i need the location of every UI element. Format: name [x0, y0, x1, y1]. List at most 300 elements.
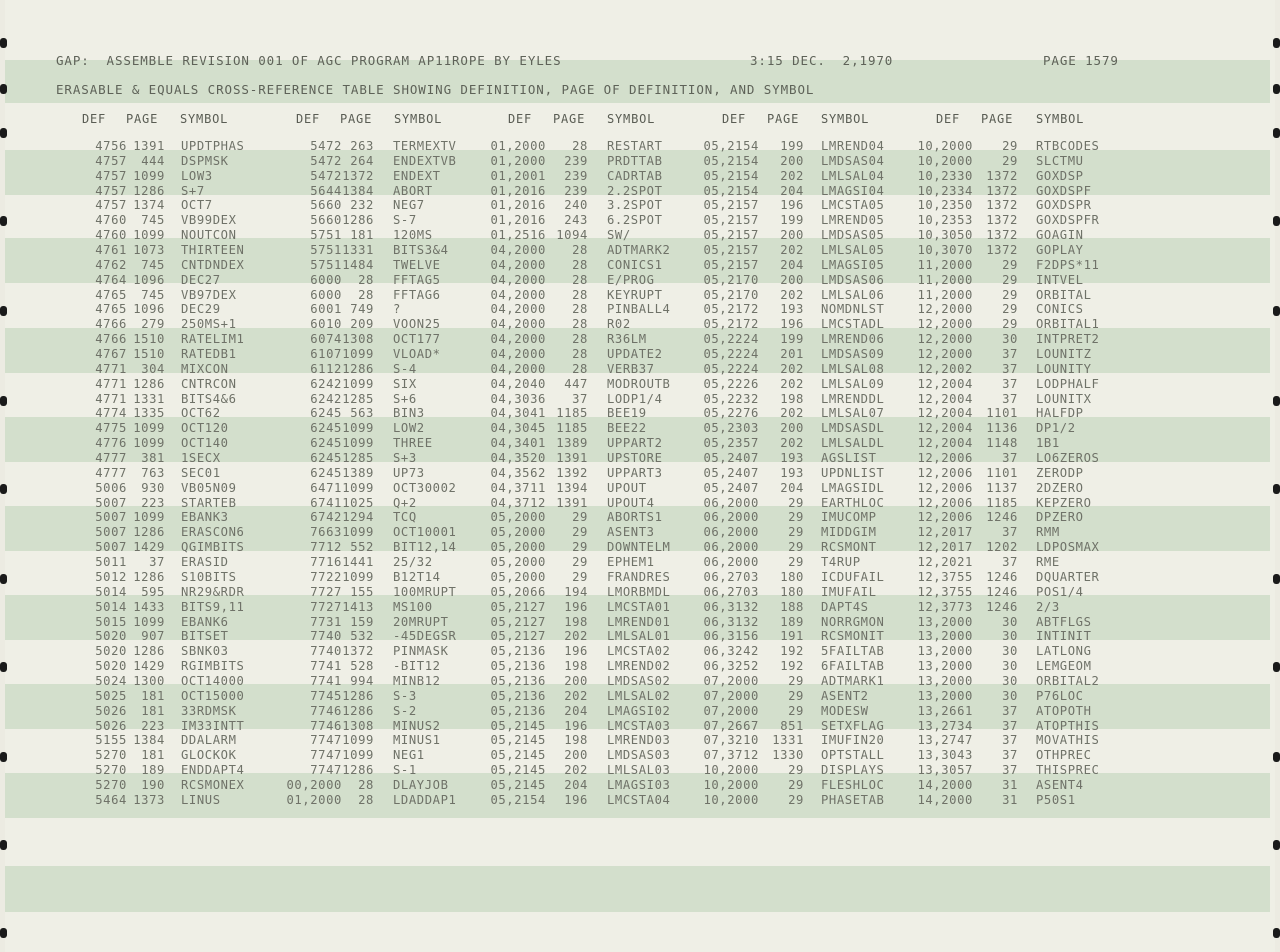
page-value: 1185: [986, 495, 1018, 510]
page-value: 180: [780, 584, 804, 599]
page-value: 196: [564, 792, 588, 807]
def-value: 12,2004: [917, 436, 973, 451]
def-value: 06,2703: [703, 584, 759, 599]
table-row: [0, 362, 1280, 377]
symbol-value: LMCSTA04: [607, 792, 671, 807]
page-value: 31: [1002, 792, 1018, 807]
symbol-value: P50S1: [1036, 792, 1076, 807]
symbol-value: KEPZERO: [1036, 495, 1092, 510]
def-value: 14,2000: [917, 777, 973, 792]
page-value: 29: [788, 777, 804, 792]
page-value: 31: [1002, 777, 1018, 792]
page-value: 447: [564, 376, 588, 391]
symbol-value: 120MS: [393, 228, 433, 243]
def-value: 4776: [95, 436, 127, 451]
symbol-value: THISPREC: [1036, 763, 1100, 778]
def-value: 14,2000: [917, 792, 973, 807]
symbol-value: S+7: [181, 183, 205, 198]
page-value: 444: [141, 153, 165, 168]
symbol-value: MIXCON: [181, 361, 229, 376]
symbol-value: LODP1/4: [607, 391, 663, 406]
def-value: 05,2224: [703, 361, 759, 376]
symbol-value: ASENT4: [1036, 777, 1084, 792]
col-def-5: DEF: [936, 112, 961, 126]
symbol-value: SBNK03: [181, 644, 229, 659]
def-value: 5270: [95, 777, 127, 792]
page-value: 1429: [133, 659, 165, 674]
table-row: [0, 510, 1280, 525]
page-value: 29: [788, 540, 804, 555]
page-value: 29: [788, 673, 804, 688]
col-page-2: PAGE: [340, 112, 373, 126]
page-value: 1330: [772, 748, 804, 763]
def-value: 12,2006: [917, 451, 973, 466]
def-value: 05,2232: [703, 391, 759, 406]
table-row: [0, 748, 1280, 763]
def-value: 4767: [95, 347, 127, 362]
page-value: 29: [1002, 302, 1018, 317]
page-value: 1099: [342, 569, 374, 584]
symbol-value: RCSMONT: [821, 540, 877, 555]
symbol-value: LDADDAP1: [393, 792, 457, 807]
def-value: 10,3050: [917, 228, 973, 243]
symbol-value: ABORT: [393, 183, 433, 198]
symbol-value: FLESHLOC: [821, 777, 885, 792]
def-value: 5025: [95, 688, 127, 703]
page-value: 196: [564, 599, 588, 614]
page-value: 745: [141, 257, 165, 272]
page-value: 532: [350, 629, 374, 644]
page-value: 1374: [133, 198, 165, 213]
symbol-value: DDALARM: [181, 733, 237, 748]
symbol-value: LMLSAL04: [821, 168, 885, 183]
def-value: 6741: [310, 495, 342, 510]
def-value: 12,2000: [917, 332, 973, 347]
page-value: 930: [141, 480, 165, 495]
symbol-value: GOXDSPFR: [1036, 213, 1100, 228]
def-value: 7712: [310, 540, 342, 555]
symbol-value: LOW3: [181, 168, 213, 183]
page-value: 1286: [342, 763, 374, 778]
page-value: 1286: [133, 376, 165, 391]
symbol-value: IMUCOMP: [821, 510, 877, 525]
symbol-value: LMLSAL09: [821, 376, 885, 391]
page-value: 30: [1002, 644, 1018, 659]
symbol-value: BITSET: [181, 629, 229, 644]
def-value: 10,2000: [917, 153, 973, 168]
symbol-value: LMREND03: [607, 733, 671, 748]
def-value: 7747: [310, 733, 342, 748]
page-value: 37: [1002, 733, 1018, 748]
def-value: 12,2004: [917, 391, 973, 406]
symbol-value: 25/32: [393, 555, 433, 570]
def-value: 05,2157: [703, 257, 759, 272]
page-value: 37: [1002, 451, 1018, 466]
page-value: 1185: [556, 421, 588, 436]
def-value: 05,2407: [703, 451, 759, 466]
page-value: 200: [780, 272, 804, 287]
symbol-value: BITS9,11: [181, 599, 245, 614]
page-value: 1391: [556, 451, 588, 466]
def-value: 07,2000: [703, 703, 759, 718]
symbol-value: TCQ: [393, 510, 417, 525]
def-value: 6000: [310, 272, 342, 287]
page-value: 202: [564, 629, 588, 644]
def-value: 7740: [310, 629, 342, 644]
symbol-value: ATOPOTH: [1036, 703, 1092, 718]
page-value: 1331: [133, 391, 165, 406]
table-row: [0, 184, 1280, 199]
def-value: 05,2136: [490, 644, 546, 659]
page-value: 189: [780, 614, 804, 629]
def-value: 4771: [95, 361, 127, 376]
page-value: 1331: [772, 733, 804, 748]
page-value: 239: [564, 168, 588, 183]
page-value: 28: [572, 317, 588, 332]
def-value: 7727: [310, 599, 342, 614]
def-value: 06,2000: [703, 555, 759, 570]
def-value: 4757: [95, 168, 127, 183]
table-row: [0, 525, 1280, 540]
symbol-value: NR29&RDR: [181, 584, 245, 599]
def-value: 12,2017: [917, 525, 973, 540]
def-value: 05,2172: [703, 302, 759, 317]
page-value: 1202: [986, 540, 1018, 555]
page-value: 263: [350, 139, 374, 153]
table-row: [0, 258, 1280, 273]
page-value: 223: [141, 495, 165, 510]
def-value: 04,2000: [490, 272, 546, 287]
table-row: [0, 644, 1280, 659]
col-page-5: PAGE: [981, 112, 1014, 126]
def-value: 05,2154: [703, 168, 759, 183]
symbol-value: FFTAG6: [393, 287, 441, 302]
symbol-value: QGIMBITS: [181, 540, 245, 555]
page-value: 202: [780, 406, 804, 421]
def-value: 10,3070: [917, 243, 973, 258]
def-value: 05,2303: [703, 421, 759, 436]
def-value: 01,2016: [490, 183, 546, 198]
table-row: [0, 288, 1280, 303]
page-value: 199: [780, 139, 804, 153]
page-value: 1372: [986, 228, 1018, 243]
page-value: 1308: [342, 332, 374, 347]
page-value: 1285: [342, 391, 374, 406]
symbol-value: NEG7: [393, 198, 425, 213]
page-value: 29: [788, 763, 804, 778]
page-value: 37: [1002, 718, 1018, 733]
table-row: [0, 719, 1280, 734]
page-value: 193: [780, 465, 804, 480]
def-value: 12,2004: [917, 376, 973, 391]
table-row: [0, 659, 1280, 674]
table-row: [0, 585, 1280, 600]
symbol-value: S-1: [393, 763, 417, 778]
def-value: 13,2000: [917, 614, 973, 629]
page-value: 745: [141, 213, 165, 228]
def-value: 4777: [95, 465, 127, 480]
symbol-value: RESTART: [607, 139, 663, 153]
page-value: 1286: [342, 361, 374, 376]
def-value: 13,2000: [917, 673, 973, 688]
def-value: 13,2000: [917, 688, 973, 703]
def-value: 5007: [95, 510, 127, 525]
symbol-value: S-3: [393, 688, 417, 703]
page-value: 30: [1002, 659, 1018, 674]
page-value: 528: [350, 659, 374, 674]
table-row: [0, 674, 1280, 689]
page-value: 204: [780, 480, 804, 495]
def-value: 05,2407: [703, 480, 759, 495]
page-value: 1372: [342, 644, 374, 659]
table-row: [0, 600, 1280, 615]
page-value: 1286: [342, 213, 374, 228]
symbol-value: ASENT3: [607, 525, 655, 540]
def-value: 6471: [310, 480, 342, 495]
symbol-value: OCT7: [181, 198, 213, 213]
symbol-value: VB05N09: [181, 480, 237, 495]
page-value: 1246: [986, 584, 1018, 599]
page-value: 193: [780, 302, 804, 317]
page-value: 1441: [342, 555, 374, 570]
def-value: 5026: [95, 718, 127, 733]
def-value: 07,2000: [703, 673, 759, 688]
def-value: 10,2000: [703, 792, 759, 807]
table-row: [0, 421, 1280, 436]
def-value: 12,2006: [917, 465, 973, 480]
symbol-value: LMREND02: [607, 659, 671, 674]
page-value: 1389: [556, 436, 588, 451]
def-value: 4765: [95, 302, 127, 317]
def-value: 10,2353: [917, 213, 973, 228]
table-row: [0, 481, 1280, 496]
def-value: 04,2000: [490, 361, 546, 376]
page-value: 37: [1002, 376, 1018, 391]
page-value: 239: [564, 183, 588, 198]
page-value: 29: [1002, 272, 1018, 287]
def-value: 5751: [310, 228, 342, 243]
symbol-value: BIT12,14: [393, 540, 457, 555]
def-value: 6112: [310, 361, 342, 376]
page-value: 202: [780, 243, 804, 258]
symbol-value: RCSMONIT: [821, 629, 885, 644]
page-value: 1372: [342, 168, 374, 183]
table-row: [0, 347, 1280, 362]
def-value: 05,2276: [703, 406, 759, 421]
def-value: 7746: [310, 718, 342, 733]
page-value: 29: [788, 792, 804, 807]
page-value: 190: [141, 777, 165, 792]
symbol-value: 6FAILTAB: [821, 659, 885, 674]
page-value: 243: [564, 213, 588, 228]
col-def-4: DEF: [722, 112, 747, 126]
def-value: 7741: [310, 673, 342, 688]
page-value: 1096: [133, 272, 165, 287]
symbol-value: VLOAD*: [393, 347, 441, 362]
def-value: 06,2000: [703, 510, 759, 525]
page-value: 1389: [342, 465, 374, 480]
symbol-value: ?: [393, 302, 401, 317]
def-value: 7747: [310, 748, 342, 763]
col-def-3: DEF: [508, 112, 533, 126]
symbol-value: OCT177: [393, 332, 441, 347]
table-row: [0, 139, 1280, 154]
def-value: 10,2000: [917, 139, 973, 153]
def-value: 05,2000: [490, 569, 546, 584]
def-value: 11,2000: [917, 257, 973, 272]
table-row: [0, 496, 1280, 511]
page-value: 29: [1002, 139, 1018, 153]
symbol-value: ATOPTHIS: [1036, 718, 1100, 733]
def-value: 5014: [95, 599, 127, 614]
symbol-value: GOXDSP: [1036, 168, 1084, 183]
table-row: [0, 213, 1280, 228]
page-value: 1185: [556, 406, 588, 421]
page-value: 1148: [986, 436, 1018, 451]
symbol-value: ADTMARK2: [607, 243, 671, 258]
page-value: 1484: [342, 257, 374, 272]
symbol-value: LMDSAS04: [821, 153, 885, 168]
symbol-value: S+6: [393, 391, 417, 406]
symbol-value: MOVATHIS: [1036, 733, 1100, 748]
page-value: 194: [564, 584, 588, 599]
def-value: 4771: [95, 376, 127, 391]
def-value: 5006: [95, 480, 127, 495]
def-value: 01,2516: [490, 228, 546, 243]
symbol-value: LMDSAS05: [821, 228, 885, 243]
def-value: 4777: [95, 451, 127, 466]
def-value: 4771: [95, 391, 127, 406]
def-value: 07,3712: [703, 748, 759, 763]
def-value: 12,3773: [917, 599, 973, 614]
symbol-value: PRDTTAB: [607, 153, 663, 168]
symbol-value: IM33INTT: [181, 718, 245, 733]
symbol-value: INTPRET2: [1036, 332, 1100, 347]
symbol-value: NORRGMON: [821, 614, 885, 629]
symbol-value: ABTFLGS: [1036, 614, 1092, 629]
page-value: 1391: [133, 139, 165, 153]
page-value: 199: [780, 332, 804, 347]
def-value: 06,3156: [703, 629, 759, 644]
page-value: 37: [1002, 703, 1018, 718]
page-value: 28: [572, 257, 588, 272]
symbol-value: MS100: [393, 599, 433, 614]
symbol-value: OCT62: [181, 406, 221, 421]
page-value: 595: [141, 584, 165, 599]
page-value: 30: [1002, 688, 1018, 703]
page-value: 193: [780, 451, 804, 466]
page-value: 198: [564, 659, 588, 674]
page-value: 1392: [556, 465, 588, 480]
def-value: 05,2224: [703, 332, 759, 347]
page-value: 29: [788, 555, 804, 570]
tractor-hole: [0, 84, 7, 94]
def-value: 5014: [95, 584, 127, 599]
def-value: 13,2734: [917, 718, 973, 733]
page-value: 1335: [133, 406, 165, 421]
def-value: 6245: [310, 406, 342, 421]
def-value: 5270: [95, 748, 127, 763]
def-value: 4757: [95, 198, 127, 213]
page-value: 159: [350, 614, 374, 629]
symbol-value: E/PROG: [607, 272, 655, 287]
symbol-value: LMREND06: [821, 332, 885, 347]
def-value: 05,2154: [703, 139, 759, 153]
def-value: 01,2000: [286, 792, 342, 807]
def-value: 05,2000: [490, 540, 546, 555]
table-row: [0, 198, 1280, 213]
def-value: 5751: [310, 243, 342, 258]
symbol-value: 100MRUPT: [393, 584, 457, 599]
page-value: 381: [141, 451, 165, 466]
table-row: [0, 317, 1280, 332]
page-value: 202: [780, 287, 804, 302]
symbol-value: F2DPS*11: [1036, 257, 1100, 272]
symbol-value: ICDUFAIL: [821, 569, 885, 584]
def-value: 10,2330: [917, 168, 973, 183]
page-value: 200: [780, 228, 804, 243]
page-value: 29: [788, 703, 804, 718]
def-value: 6742: [310, 510, 342, 525]
def-value: 6245: [310, 465, 342, 480]
table-row: [0, 778, 1280, 793]
symbol-value: ENDDAPT4: [181, 763, 245, 778]
def-value: 05,2145: [490, 733, 546, 748]
page-value: 28: [572, 272, 588, 287]
def-value: 05,2000: [490, 510, 546, 525]
symbol-value: STARTEB: [181, 495, 237, 510]
def-value: 7746: [310, 703, 342, 718]
symbol-value: NEG1: [393, 748, 425, 763]
symbol-value: HALFDP: [1036, 406, 1084, 421]
symbol-value: UPOUT4: [607, 495, 655, 510]
symbol-value: RMM: [1036, 525, 1060, 540]
page-value: 264: [350, 153, 374, 168]
page-value: 29: [572, 510, 588, 525]
table-row: [0, 689, 1280, 704]
def-value: 5007: [95, 495, 127, 510]
def-value: 12,2004: [917, 406, 973, 421]
symbol-value: LMDSAS03: [607, 748, 671, 763]
page-value: 28: [572, 302, 588, 317]
def-value: 7663: [310, 525, 342, 540]
symbol-value: LMORBMDL: [607, 584, 671, 599]
table-row: [0, 154, 1280, 169]
symbol-value: SLCTMU: [1036, 153, 1084, 168]
symbol-value: LO6ZEROS: [1036, 451, 1100, 466]
page-value: 30: [1002, 673, 1018, 688]
symbol-value: LINUS: [181, 792, 221, 807]
page-value: 29: [572, 569, 588, 584]
def-value: 4775: [95, 421, 127, 436]
page-value: 29: [1002, 153, 1018, 168]
page-value: 28: [358, 287, 374, 302]
def-value: 12,3755: [917, 569, 973, 584]
def-value: 05,2170: [703, 287, 759, 302]
symbol-value: THIRTEEN: [181, 243, 245, 258]
symbol-value: T4RUP: [821, 555, 861, 570]
page-value: 204: [780, 183, 804, 198]
col-symbol-5: SYMBOL: [1036, 112, 1085, 126]
def-value: 4774: [95, 406, 127, 421]
page-value: 1429: [133, 540, 165, 555]
symbol-value: CADRTAB: [607, 168, 663, 183]
def-value: 12,2004: [917, 421, 973, 436]
symbol-value: 5FAILTAB: [821, 644, 885, 659]
page-value: 1099: [342, 748, 374, 763]
def-value: 07,2667: [703, 718, 759, 733]
def-value: 12,2000: [917, 347, 973, 362]
